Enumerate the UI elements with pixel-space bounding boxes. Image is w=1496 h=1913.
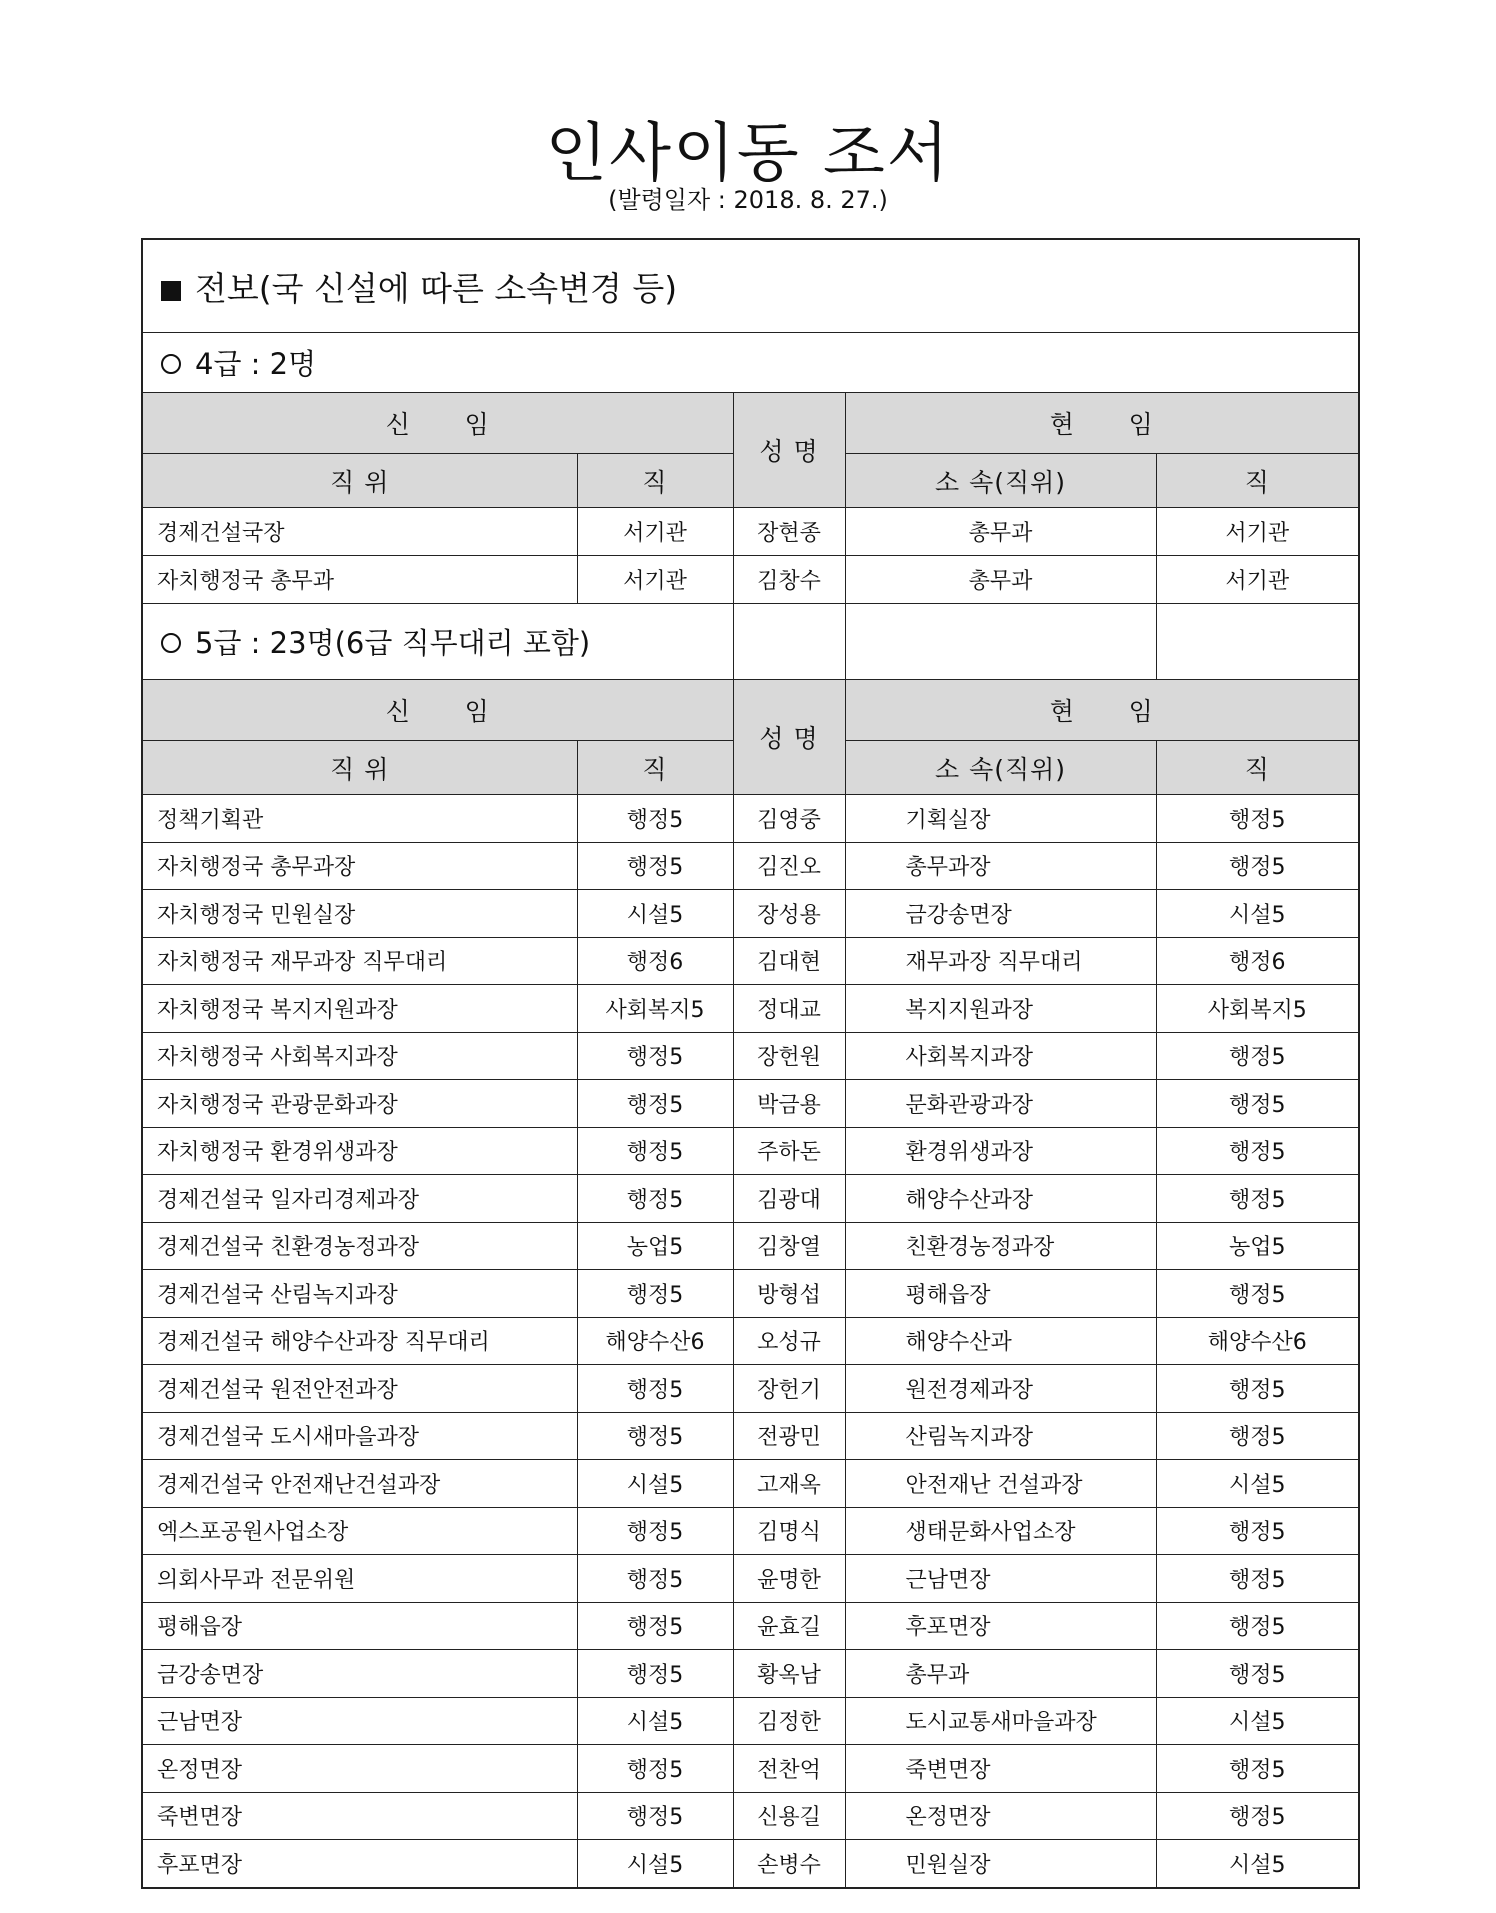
person-name: 황옥남 [733,1650,845,1698]
new-grade: 농업5 [577,1222,733,1270]
person-name: 윤명한 [733,1555,845,1603]
new-grade: 행정5 [577,842,733,890]
black-square-icon [161,281,181,301]
new-position: 자치행정국 환경위생과장 [142,1127,577,1175]
current-affiliation: 산림녹지과장 [845,1412,1156,1460]
current-grade: 행정5 [1156,1127,1359,1175]
current-grade: 시설5 [1156,1840,1359,1888]
grade5-label [142,604,733,680]
table-row [142,985,1359,1033]
current-grade: 행정5 [1156,1032,1359,1080]
header-grade: 직 [577,454,733,508]
table-row [142,1270,1359,1318]
header-position: 직 위 [142,741,577,795]
table-row [142,1697,1359,1745]
current-affiliation: 총무과장 [845,842,1156,890]
current-grade: 시설5 [1156,890,1359,938]
current-grade: 행정5 [1156,795,1359,843]
current-grade: 행정5 [1156,1650,1359,1698]
new-position: 경제건설국 원전안전과장 [142,1365,577,1413]
person-name: 김대현 [733,937,845,985]
current-affiliation: 총무과 [845,1650,1156,1698]
empty-cell [1156,604,1359,680]
new-position: 자치행정국 관광문화과장 [142,1080,577,1128]
new-position: 온정면장 [142,1745,577,1793]
new-position: 정책기획관 [142,795,577,843]
new-position: 경제건설국 도시새마을과장 [142,1412,577,1460]
table-row [142,1127,1359,1175]
new-position: 경제건설국 일자리경제과장 [142,1175,577,1223]
new-position: 엑스포공원사업소장 [142,1507,577,1555]
table-row [142,508,1359,556]
table-row [142,556,1359,604]
header-name: 성 명 [733,680,845,795]
header-current-grade: 직 [1156,741,1359,795]
table-row [142,1507,1359,1555]
current-grade: 행정5 [1156,1270,1359,1318]
new-position: 자치행정국 복지지원과장 [142,985,577,1033]
header-grade: 직 [577,741,733,795]
current-affiliation: 근남면장 [845,1555,1156,1603]
new-grade: 해양수산6 [577,1317,733,1365]
current-grade: 시설5 [1156,1460,1359,1508]
new-grade: 시설5 [577,1840,733,1888]
new-position: 의회사무과 전문위원 [142,1555,577,1603]
current-grade: 해양수산6 [1156,1317,1359,1365]
new-position: 평해읍장 [142,1602,577,1650]
new-position: 자치행정국 민원실장 [142,890,577,938]
person-name: 장헌원 [733,1032,845,1080]
current-affiliation: 민원실장 [845,1840,1156,1888]
person-name: 손병수 [733,1840,845,1888]
circle-bullet-icon [161,633,181,653]
new-position: 경제건설국 해양수산과장 직무대리 [142,1317,577,1365]
person-name: 장헌기 [733,1365,845,1413]
current-affiliation: 후포면장 [845,1602,1156,1650]
new-grade: 시설5 [577,1697,733,1745]
new-grade: 행정5 [577,1602,733,1650]
person-name: 김영중 [733,795,845,843]
current-grade: 사회복지5 [1156,985,1359,1033]
current-affiliation: 총무과 [845,556,1156,604]
current-affiliation: 온정면장 [845,1792,1156,1840]
new-grade: 행정5 [577,1507,733,1555]
section-heading [142,239,1359,333]
current-grade: 행정5 [1156,842,1359,890]
new-position: 경제건설국장 [142,508,577,556]
new-grade: 서기관 [577,508,733,556]
grade4-label-text: 4급 : 2명 [195,347,317,381]
person-name: 전찬억 [733,1745,845,1793]
current-affiliation: 원전경제과장 [845,1365,1156,1413]
new-grade: 행정5 [577,1127,733,1175]
current-affiliation: 금강송면장 [845,890,1156,938]
person-name: 장현종 [733,508,845,556]
empty-cell [733,604,845,680]
header-position: 직 위 [142,454,577,508]
current-affiliation: 총무과 [845,508,1156,556]
current-grade: 행정6 [1156,937,1359,985]
current-affiliation: 도시교통새마을과장 [845,1697,1156,1745]
person-name: 김명식 [733,1507,845,1555]
new-position: 후포면장 [142,1840,577,1888]
table-row [142,1175,1359,1223]
table-row [142,890,1359,938]
grade4-label [142,333,1359,393]
issue-date: (발령일자 : 2018. 8. 27.) [608,186,888,214]
current-affiliation: 재무과장 직무대리 [845,937,1156,985]
transfer-table [141,238,1360,1889]
table-row [142,1317,1359,1365]
current-grade: 행정5 [1156,1175,1359,1223]
table-row [142,1032,1359,1080]
new-grade: 행정5 [577,1412,733,1460]
current-grade: 서기관 [1156,556,1359,604]
table-row [142,1555,1359,1603]
current-grade: 농업5 [1156,1222,1359,1270]
new-grade: 시설5 [577,890,733,938]
header-affiliation: 소 속(직위) [845,741,1156,795]
new-grade: 행정5 [577,1175,733,1223]
new-position: 자치행정국 재무과장 직무대리 [142,937,577,985]
current-grade: 행정5 [1156,1792,1359,1840]
person-name: 오성규 [733,1317,845,1365]
new-position: 근남면장 [142,1697,577,1745]
new-grade: 행정5 [577,1650,733,1698]
current-grade: 시설5 [1156,1697,1359,1745]
current-grade: 서기관 [1156,508,1359,556]
new-grade: 서기관 [577,556,733,604]
table-row [142,1412,1359,1460]
current-grade: 행정5 [1156,1080,1359,1128]
header-new-post: 신 임 [142,680,733,741]
person-name: 장성용 [733,890,845,938]
header-current-post: 현 임 [845,393,1359,454]
person-name: 박금용 [733,1080,845,1128]
person-name: 김창열 [733,1222,845,1270]
document-title: 인사이동 조서 [545,117,951,191]
person-name: 정대교 [733,985,845,1033]
person-name: 방형섭 [733,1270,845,1318]
new-grade: 행정6 [577,937,733,985]
person-name: 김진오 [733,842,845,890]
person-name: 주하돈 [733,1127,845,1175]
table-row [142,842,1359,890]
current-affiliation: 복지지원과장 [845,985,1156,1033]
section-heading-text: 전보(국 신설에 따른 소속변경 등) [195,268,678,308]
header-affiliation: 소 속(직위) [845,454,1156,508]
table-row [142,1745,1359,1793]
new-grade: 행정5 [577,1270,733,1318]
header-current-grade: 직 [1156,454,1359,508]
new-grade: 행정5 [577,1792,733,1840]
empty-cell [845,604,1156,680]
person-name: 김창수 [733,556,845,604]
person-name: 전광민 [733,1412,845,1460]
table-row [142,1365,1359,1413]
circle-bullet-icon [161,354,181,374]
new-grade: 행정5 [577,1080,733,1128]
new-grade: 행정5 [577,1745,733,1793]
new-position: 자치행정국 총무과 [142,556,577,604]
current-affiliation: 안전재난 건설과장 [845,1460,1156,1508]
current-grade: 행정5 [1156,1412,1359,1460]
new-position: 경제건설국 안전재난건설과장 [142,1460,577,1508]
current-grade: 행정5 [1156,1507,1359,1555]
current-affiliation: 기획실장 [845,795,1156,843]
table-row [142,1222,1359,1270]
new-grade: 행정5 [577,1032,733,1080]
current-affiliation: 생태문화사업소장 [845,1507,1156,1555]
table-row [142,1840,1359,1888]
current-affiliation: 사회복지과장 [845,1032,1156,1080]
person-name: 고재옥 [733,1460,845,1508]
current-affiliation: 문화관광과장 [845,1080,1156,1128]
header-new-post: 신 임 [142,393,733,454]
current-affiliation: 친환경농정과장 [845,1222,1156,1270]
current-affiliation: 환경위생과장 [845,1127,1156,1175]
table-row [142,1792,1359,1840]
person-name: 김정한 [733,1697,845,1745]
person-name: 김광대 [733,1175,845,1223]
current-grade: 행정5 [1156,1555,1359,1603]
new-grade: 행정5 [577,1555,733,1603]
current-affiliation: 죽변면장 [845,1745,1156,1793]
current-grade: 행정5 [1156,1602,1359,1650]
table-row [142,795,1359,843]
current-affiliation: 평해읍장 [845,1270,1156,1318]
table-row [142,1602,1359,1650]
person-name: 신용길 [733,1792,845,1840]
header-current-post: 현 임 [845,680,1359,741]
current-affiliation: 해양수산과 [845,1317,1156,1365]
new-grade: 시설5 [577,1460,733,1508]
current-grade: 행정5 [1156,1745,1359,1793]
grade5-label-text: 5급 : 23명(6급 직무대리 포함) [195,626,591,660]
table-row [142,1080,1359,1128]
new-grade: 사회복지5 [577,985,733,1033]
current-affiliation: 해양수산과장 [845,1175,1156,1223]
person-name: 윤효길 [733,1602,845,1650]
new-grade: 행정5 [577,1365,733,1413]
new-position: 경제건설국 친환경농정과장 [142,1222,577,1270]
new-position: 자치행정국 사회복지과장 [142,1032,577,1080]
new-position: 금강송면장 [142,1650,577,1698]
table-row [142,937,1359,985]
new-position: 죽변면장 [142,1792,577,1840]
table-row [142,1650,1359,1698]
current-grade: 행정5 [1156,1365,1359,1413]
table-row [142,1460,1359,1508]
new-position: 자치행정국 총무과장 [142,842,577,890]
new-grade: 행정5 [577,795,733,843]
header-name: 성 명 [733,393,845,508]
new-position: 경제건설국 산림녹지과장 [142,1270,577,1318]
